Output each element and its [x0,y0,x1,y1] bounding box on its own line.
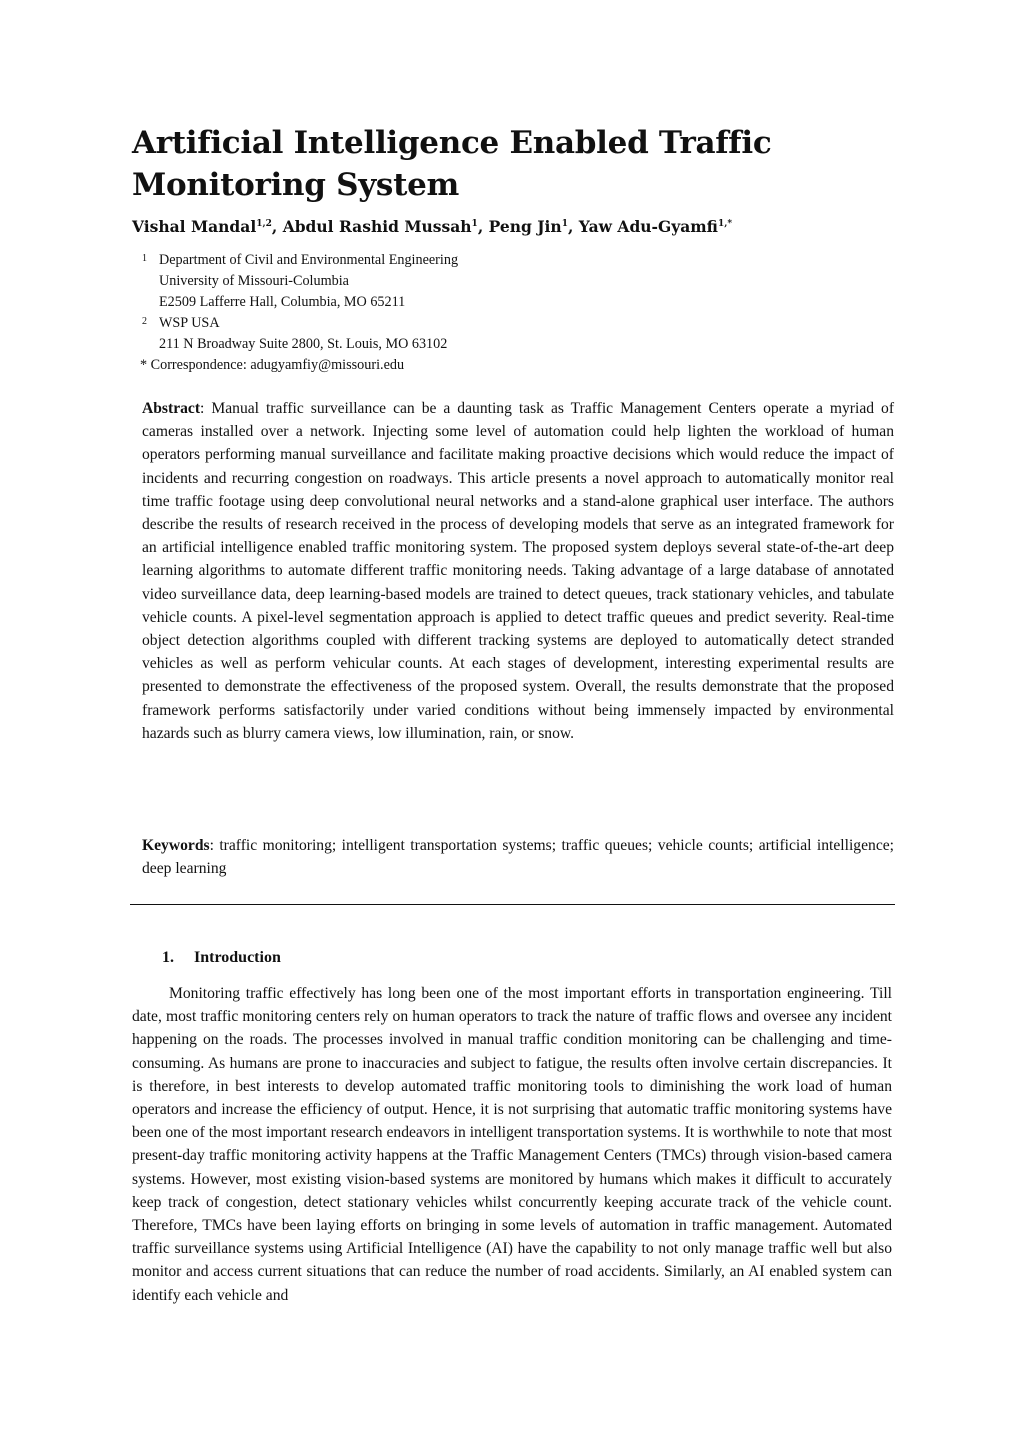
keywords-label: Keywords [142,837,210,854]
author-affiliation-sup: 1 [561,219,568,229]
keywords-text: traffic monitoring; intelligent transportation systems; traffic queues; vehicle counts; artificial intelligence; deep learning [142,837,894,878]
keywords: Keywords: traffic monitoring; intelligent transportation systems; traffic queues; vehicle counts; artificial intelligence; deep learning [142,837,894,878]
section-divider [130,904,895,905]
author-list [132,216,732,238]
affiliation-number: 1 [142,253,147,264]
affiliation-line: E2509 Lafferre Hall, Columbia, MO 65211 [159,294,406,310]
introduction-paragraph: Monitoring traffic effectively has long been one of the most important efforts in transportation engineering. Till date, most traffic monitoring centers rely on human operators to track the nature of traffic flows and oversee any incident happening on the roads. The processes involved in manual traffic condition monitoring can be challenging and time-consuming. As humans are prone to inaccuracies and subject to fatigue, the results often involve certain discrepancies. It is therefore, in best interests to develop automated traffic monitoring tools to diminishing the work load of human operators and increase the efficiency of output. Hence, it is not surprising that automatic traffic monitoring systems have been one of the most important research endeavors in intelligent transportation systems. It is worthwhile to note that most present-day traffic monitoring activity happens at the Traffic Management Centers (TMCs) through vision-based camera systems. However, most existing vision-based systems are monitored by humans which makes it difficult to accurately keep track of congestion, detect stationary vehicles whilst concurrently keeping accurate track of the vehicle count. Therefore, TMCs have been laying efforts on bringing in some levels of automation in traffic management. Automated traffic surveillance systems using Artificial Intelligence (AI) have the capability to not only manage traffic well but also monitor and access current situations that can reduce the number of road accidents. Similarly, an AI enabled system can identify each vehicle and [132,985,892,1304]
author-affiliation-sup: 1,2 [256,219,272,229]
affiliation-2 [140,313,458,355]
author: Abdul Rashid Mussah$^1$, [282,217,489,236]
author: Yaw Adu-Gyamfi$^{1,*}$ [578,217,733,236]
author: Peng Jin$^1$, [488,217,579,236]
section-title: Introduction [194,949,281,966]
affiliation-line: Department of Civil and Environmental Engineering [159,252,459,268]
affiliation-line: University of Missouri-Columbia [159,273,349,289]
correspondence: * Correspondence: adugyamfiy@missouri.edu [140,357,405,373]
affiliation-line: WSP USA [159,315,220,331]
abstract-text: Manual traffic surveillance can be a daunting task as Traffic Management Centers operate a myriad of cameras installed over a network. Injecting some level of automation could help lighten the workload of human operators performing manual surveillance and facilitate making proactive decisions which would reduce the impact of incidents and recurring congestion on roadways. This article presents a novel approach to automatically monitor real time traffic footage using deep convolutional neural networks and a stand-alone graphical user interface. The authors describe the results of research received in the process of developing models that serve as an integrated framework for an artificial intelligence enabled traffic monitoring system. The proposed system deploys several state-of-the-art deep learning algorithms to automate different traffic monitoring needs. Taking advantage of a large database of annotated video surveillance data, deep learning-based models are trained to detect queues, track stationary vehicles, and tabulate vehicle counts. A pixel-level segmentation approach is applied to detect traffic queues and predict severity. Real-time object detection algorithms coupled with different tracking systems are deployed to automatically detect stranded vehicles as well as perform vehicular counts. At each stages of development, interesting experimental results are presented to demonstrate the effectiveness of the proposed system. Overall, the results demonstrate that the proposed framework performs satisfactorily under varied conditions without being immensely impacted by environmental hazards such as blurry camera views, low illumination, rain, or snow. [142,400,895,742]
affiliation-1 [140,250,458,313]
affiliation-number: 2 [142,316,147,327]
author-affiliation-sup: 1 [471,219,478,229]
affiliation-line: 211 N Broadway Suite 2800, St. Louis, MO 63102 [159,336,448,352]
paper-title: Artificial Intelligence Enabled Traffic Monitoring System [132,125,772,203]
section-number: 1. [162,949,174,966]
author-affiliation-sup: 1,* [717,219,733,229]
abstract-label: Abstract [142,400,201,417]
abstract: Abstract: Manual traffic surveillance can be a daunting task as Traffic Management Centers operate a myriad of cameras installed over a network. Injecting some level of automation could help lighten the workload of human operators performing manual surveillance and facilitate making proactive decisions which would reduce the impact of incidents and recurring congestion on roadways. This article presents a novel approach to automatically monitor real time traffic footage using deep convolutional neural networks and a stand-alone graphical user interface. The authors describe the results of research received in the process of developing models that serve as an integrated framework for an artificial intelligence enabled traffic monitoring system. The proposed system deploys several state-of-the-art deep learning algorithms to automate different traffic monitoring needs. Taking advantage of a large database of annotated video surveillance data, deep learning-based models are trained to detect queues, track stationary vehicles, and tabulate vehicle counts. A pixel-level segmentation approach is applied to detect traffic queues and predict severity. Real-time object detection algorithms coupled with different tracking systems are deployed to automatically detect stranded vehicles as well as perform vehicular counts. At each stages of development, interesting experimental results are presented to demonstrate the effectiveness of the proposed system. Overall, the results demonstrate that the proposed framework performs satisfactorily under varied conditions without being immensely impacted by environmental hazards such as blurry camera views, low illumination, rain, or snow. [142,400,895,742]
affiliations [140,250,458,376]
section-heading [162,949,281,967]
author: Vishal Mandal$^{1,2}$, [132,217,283,236]
